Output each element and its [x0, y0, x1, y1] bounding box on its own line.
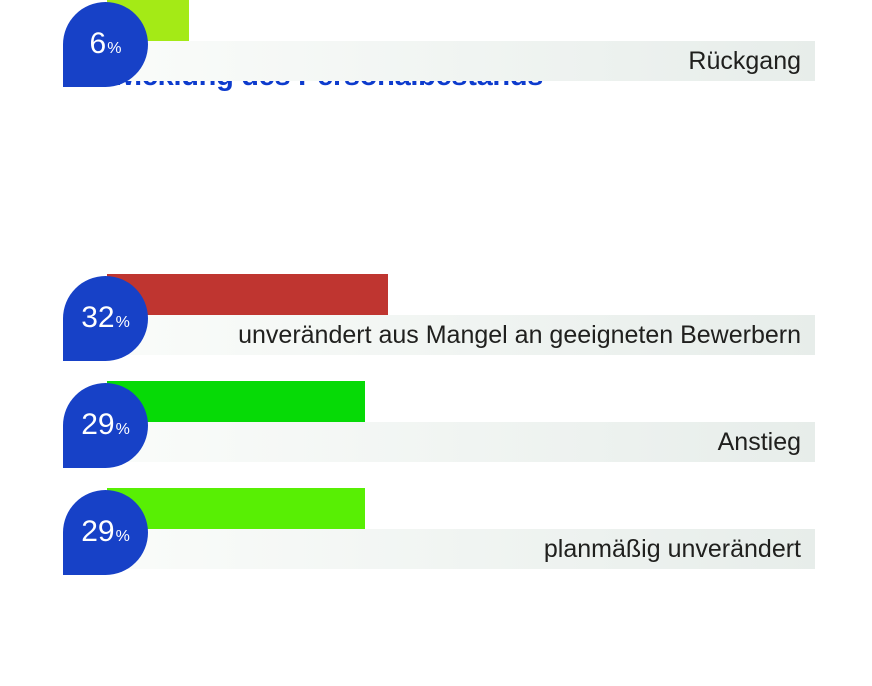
percent-badge-text — [81, 407, 130, 441]
percent-value: 32 — [81, 300, 115, 334]
percent-badge-text — [89, 26, 122, 60]
bar-category-label: Rückgang — [688, 47, 801, 75]
bar-track — [107, 41, 815, 81]
percent-value: 29 — [81, 514, 115, 548]
percent-badge — [63, 2, 148, 87]
chart-row-anstieg — [0, 381, 872, 476]
bar-track — [107, 315, 815, 355]
percent-value: 29 — [81, 407, 115, 441]
chart-row-unveraendert-mangel — [0, 274, 872, 369]
bar-category-label: planmäßig unverändert — [543, 535, 801, 563]
percent-sign: % — [107, 39, 122, 57]
bar-track — [107, 529, 815, 569]
percent-badge — [63, 276, 148, 361]
percent-sign: % — [115, 313, 130, 331]
bar-track — [107, 422, 815, 462]
bar-category-label: Anstieg — [717, 428, 801, 456]
bar-category-label: unverändert aus Mangel an geeigneten Bewerbern — [238, 321, 801, 349]
percent-value: 6 — [89, 26, 107, 60]
percent-badge — [63, 383, 148, 468]
percent-badge-text — [81, 514, 130, 548]
percent-sign: % — [115, 527, 130, 545]
bar-fill — [107, 274, 388, 315]
percent-badge — [63, 490, 148, 575]
chart-row-rueckgang — [0, 0, 872, 95]
chart-row-planmaessig-unveraendert — [0, 488, 872, 583]
percent-badge-text — [81, 300, 130, 334]
percent-sign: % — [115, 420, 130, 438]
